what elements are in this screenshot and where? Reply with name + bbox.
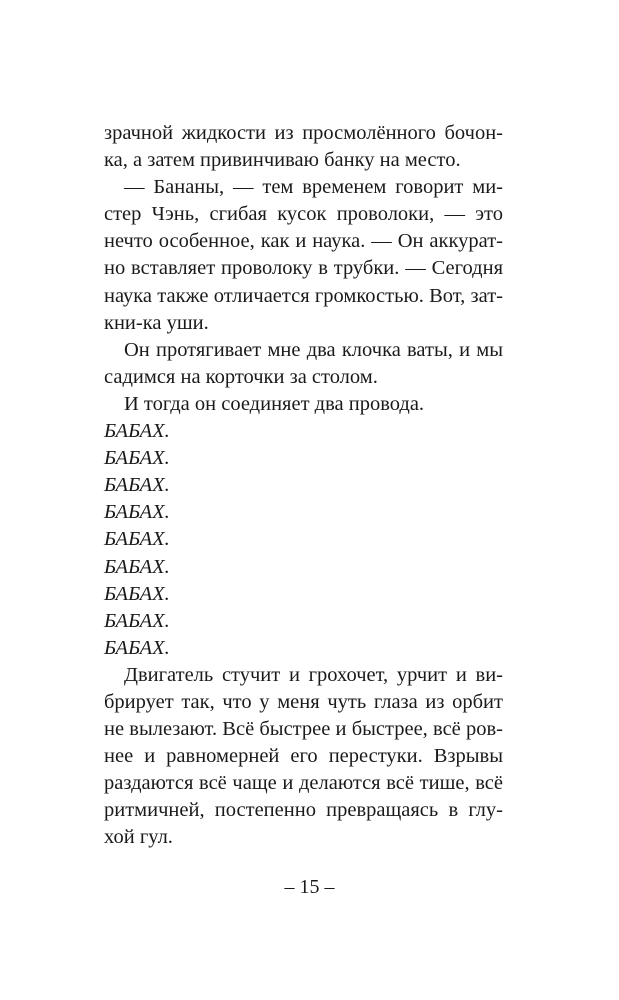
text-line: Двигатель стучит и грохочет, урчит и ви- xyxy=(124,663,503,686)
paragraph-wires xyxy=(104,391,503,418)
bang-line: БАБАХ. xyxy=(104,582,170,605)
text-line: Он протягивает мне два клочка ваты, и мы xyxy=(124,338,503,361)
paragraph-bananas xyxy=(104,174,503,337)
body-text xyxy=(104,120,503,852)
bang-line: БАБАХ. xyxy=(104,420,170,443)
page-number: – 15 – xyxy=(284,876,335,898)
text-line: хой гул. xyxy=(104,826,173,849)
paragraph-continuation xyxy=(104,120,503,174)
bang-line: БАБАХ. xyxy=(104,528,170,551)
bang-line: БАБАХ. xyxy=(104,555,170,578)
text-line: нее и равномерней его перестуки. Взрывы xyxy=(104,745,503,768)
text-line: — Бананы, — тем временем говорит ми- xyxy=(124,176,503,199)
text-line: наука также отличается громкостью. Вот, зат- xyxy=(104,284,503,307)
bang-line: БАБАХ. xyxy=(104,474,170,497)
text-line: садимся на корточки за столом. xyxy=(104,365,378,388)
text-line: И тогда он соединяет два провода. xyxy=(124,392,425,415)
bang-line: БАБАХ. xyxy=(104,636,170,659)
bang-line: БАБАХ. xyxy=(104,447,170,470)
bang-list xyxy=(104,418,503,662)
text-line: ка, а затем привинчиваю банку на место. xyxy=(104,149,461,172)
paragraph-cotton xyxy=(104,337,503,391)
text-line: нечто особенное, как и наука. — Он аккурат- xyxy=(104,230,503,253)
text-line: но вставляет проволоку в трубки. — Сегодня xyxy=(104,257,503,280)
text-line: раздаются всё чаще и делаются всё тише, всё xyxy=(104,772,503,795)
text-line: брирует так, что у меня чуть глаза из орбит xyxy=(104,690,503,713)
text-line: ритмичней, постепенно превращаясь в глу- xyxy=(104,799,503,822)
text-line: стер Чэнь, сгибая кусок проволоки, — это xyxy=(104,203,503,226)
text-line: зрачной жидкости из просмолённого бочон- xyxy=(104,122,503,144)
bang-line: БАБАХ. xyxy=(104,501,170,524)
bang-line: БАБАХ. xyxy=(104,609,170,632)
text-line: не вылезают. Всё быстрее и быстрее, всё ров- xyxy=(104,718,503,741)
paragraph-engine xyxy=(104,662,503,852)
text-line: кни-ка уши. xyxy=(104,311,209,334)
